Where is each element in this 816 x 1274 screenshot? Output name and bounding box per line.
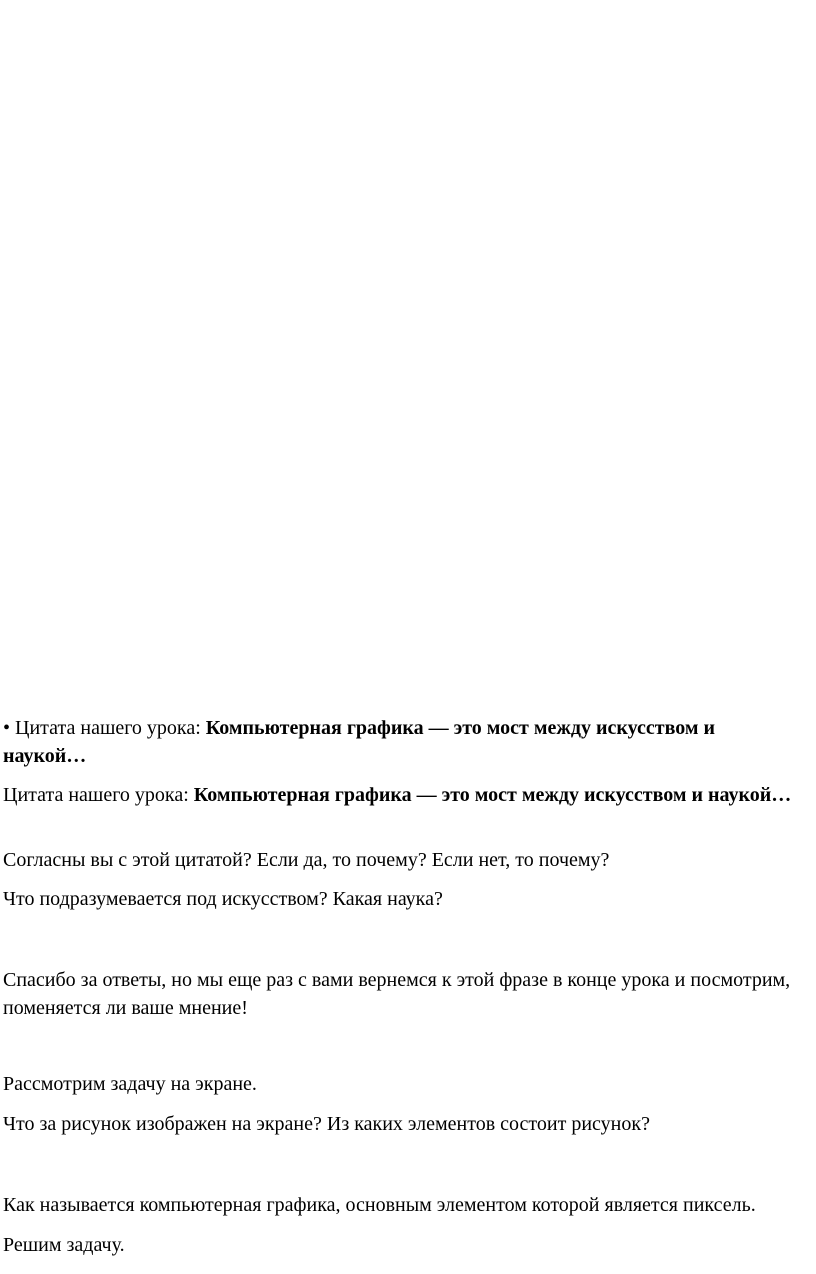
bullet-icon: • [3,717,11,739]
graphics-question: Как называется компьютерная графика, основным элементом которой является пиксель. [3,1194,756,1216]
thanks-paragraph: Спасибо за ответы, но мы еще раз с вами вернемся к этой фразе в конце урока и посмотрим, поменяется ли ваше мнение! [3,969,791,1019]
picture-question: Что за рисунок изображен на экране? Из каких элементов состоит рисунок? [3,1113,650,1135]
quote-repeat-paragraph [3,781,803,809]
quote-text: Компьютерная графика — это мост между искусством и наукой… [193,784,792,806]
quote-bullet-paragraph [3,714,803,770]
quote-text: Компьютерная графика — это мост между искусством и наукой… [3,717,716,767]
quote-prefix: Цитата нашего урока: [3,784,194,806]
meaning-question: Что подразумевается под искусством? Какая наука? [3,888,443,910]
solve-paragraph: Решим задачу. [3,1234,125,1256]
quote-prefix: Цитата нашего урока: [15,717,206,739]
agree-question: Согласны вы с этой цитатой? Если да, то почему? Если нет, то почему? [3,849,610,871]
consider-paragraph: Рассмотрим задачу на экране. [3,1073,257,1095]
